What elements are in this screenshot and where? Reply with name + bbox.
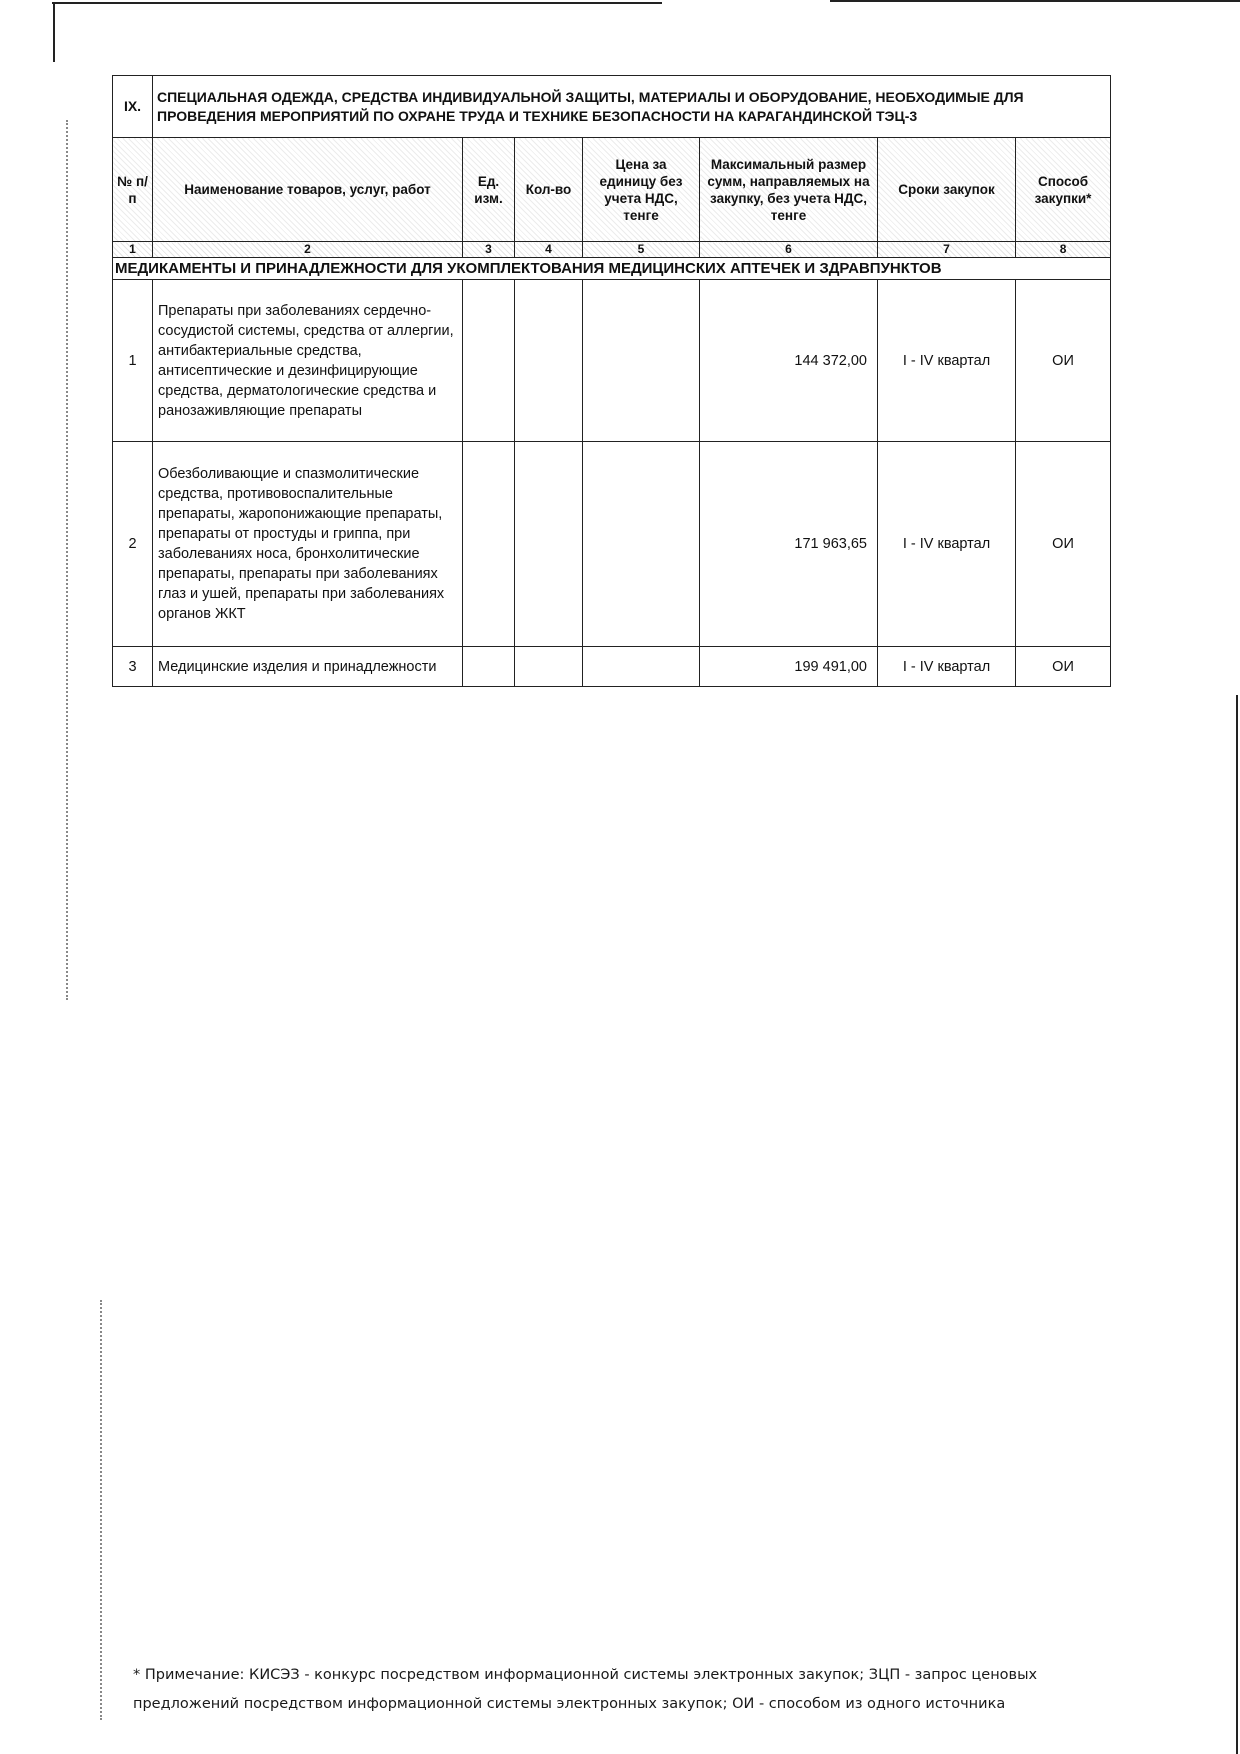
- row-qty: [515, 280, 583, 442]
- scan-edge-left: [53, 2, 55, 62]
- scan-dots-left-lower: [100, 1300, 102, 1720]
- row-price: [583, 647, 700, 687]
- header-qty: Кол-во: [515, 138, 583, 242]
- column-number: 3: [463, 242, 515, 258]
- row-number: 2: [113, 442, 153, 647]
- scan-edge-right: [1236, 695, 1238, 1754]
- column-number: 4: [515, 242, 583, 258]
- header-sum: Максимальный размер сумм, направляемых на закупку, без учета НДС, тенге: [700, 138, 878, 242]
- column-number: 8: [1016, 242, 1111, 258]
- row-method: ОИ: [1016, 647, 1111, 687]
- header-method: Способ закупки*: [1016, 138, 1111, 242]
- row-price: [583, 442, 700, 647]
- procurement-table: [112, 75, 1111, 687]
- header-name: Наименование товаров, услуг, работ: [153, 138, 463, 242]
- row-sum: 171 963,65: [700, 442, 878, 647]
- scan-dots-left: [66, 120, 68, 1000]
- column-number: 1: [113, 242, 153, 258]
- section-number: IX.: [113, 76, 153, 138]
- section-title: СПЕЦИАЛЬНАЯ ОДЕЖДА, СРЕДСТВА ИНДИВИДУАЛЬНОЙ ЗАЩИТЫ, МАТЕРИАЛЫ И ОБОРУДОВАНИЕ, НЕОБХОДИМЫЕ ДЛЯ ПРОВЕДЕНИЯ МЕРОПРИЯТИЙ ПО ОХРАНЕ ТРУДА И ТЕХНИКЕ БЕЗОПАСНОСТИ НА КАРАГАНДИНСКОЙ ТЭЦ-3: [153, 76, 1111, 138]
- row-method: ОИ: [1016, 280, 1111, 442]
- scan-edge-top-right: [830, 0, 1240, 2]
- row-number: 3: [113, 647, 153, 687]
- group-title-row: [113, 258, 1111, 280]
- column-number: 5: [583, 242, 700, 258]
- row-unit: [463, 280, 515, 442]
- column-number-row: [113, 242, 1111, 258]
- row-number: 1: [113, 280, 153, 442]
- group-title: МЕДИКАМЕНТЫ И ПРИНАДЛЕЖНОСТИ ДЛЯ УКОМПЛЕКТОВАНИЯ МЕДИЦИНСКИХ АПТЕЧЕК И ЗДРАВПУНКТОВ: [113, 258, 1111, 280]
- column-number: 6: [700, 242, 878, 258]
- row-sum: 199 491,00: [700, 647, 878, 687]
- footnote-line-2: предложений посредством информационной системы электронных закупок; ОИ - способом из одного источника: [133, 1696, 1006, 1712]
- row-name: Медицинские изделия и принадлежности: [153, 647, 463, 687]
- row-sum: 144 372,00: [700, 280, 878, 442]
- column-number: 2: [153, 242, 463, 258]
- header-unit: Ед. изм.: [463, 138, 515, 242]
- header-price: Цена за единицу без учета НДС, тенге: [583, 138, 700, 242]
- column-header-row: [113, 138, 1111, 242]
- row-name: Препараты при заболеваниях сердечно-сосудистой системы, средства от аллергии, антибактериальные средства, антисептические и дезинфицирующие средства, дерматологические средства и ранозаживляющие препараты: [153, 280, 463, 442]
- row-unit: [463, 442, 515, 647]
- table-row: [113, 442, 1111, 647]
- footnote-line-1: * Примечание: КИСЭЗ - конкурс посредством информационной системы электронных закупок; ЗЦП - запрос ценовых: [133, 1667, 1038, 1683]
- footnote: [133, 1661, 1093, 1719]
- row-period: I - IV квартал: [878, 280, 1016, 442]
- row-price: [583, 280, 700, 442]
- section-header-row: [113, 76, 1111, 138]
- table-row: [113, 280, 1111, 442]
- header-num: № п/п: [113, 138, 153, 242]
- row-qty: [515, 647, 583, 687]
- row-qty: [515, 442, 583, 647]
- row-method: ОИ: [1016, 442, 1111, 647]
- table-row: [113, 647, 1111, 687]
- column-number: 7: [878, 242, 1016, 258]
- row-unit: [463, 647, 515, 687]
- header-period: Сроки закупок: [878, 138, 1016, 242]
- scan-edge-top: [52, 2, 662, 4]
- row-period: I - IV квартал: [878, 647, 1016, 687]
- row-name: Обезболивающие и спазмолитические средства, противовоспалительные препараты, жаропонижающие препараты, препараты от простуды и гриппа, при заболеваниях носа, бронхолитические препараты, препараты при заболеваниях глаз и ушей, препараты при заболеваниях органов ЖКТ: [153, 442, 463, 647]
- row-period: I - IV квартал: [878, 442, 1016, 647]
